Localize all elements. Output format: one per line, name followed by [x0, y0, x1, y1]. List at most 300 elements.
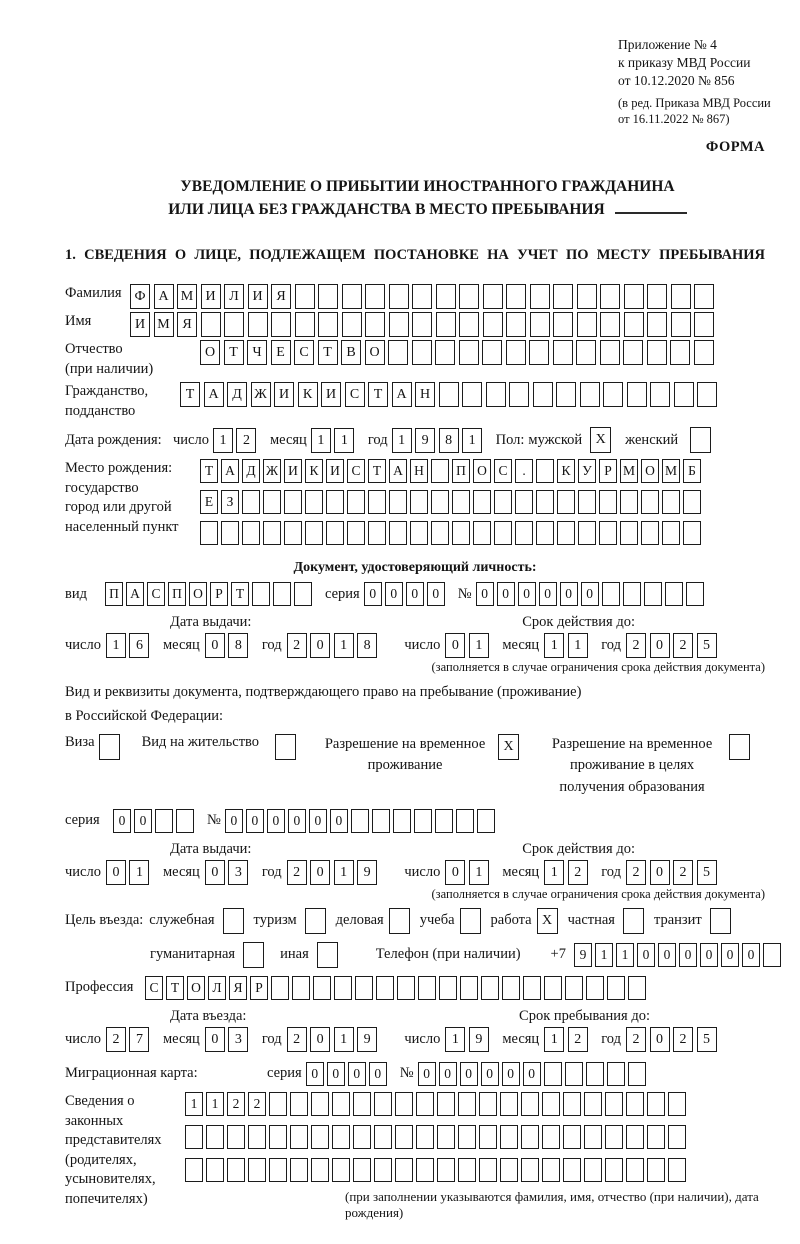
purpose-tranzit-label: транзит: [653, 912, 702, 929]
char-box: И: [248, 284, 268, 309]
char-box: [683, 521, 701, 545]
identity-issue-day[interactable]: [106, 633, 153, 658]
char-box: [626, 1092, 644, 1116]
char-box: 0: [460, 1062, 478, 1086]
char-box: [242, 490, 260, 514]
entry-month[interactable]: [205, 1027, 252, 1052]
char-box: [502, 976, 520, 1000]
char-box: [603, 382, 623, 407]
char-box: 0: [560, 582, 578, 606]
char-box: 9: [357, 860, 377, 885]
given-name-boxes[interactable]: [130, 312, 718, 337]
representatives-note: (при заполнении указываются фамилия, имя, отчество (при наличии), дата рождения): [345, 1188, 759, 1220]
year-label: год: [601, 863, 621, 880]
char-box: 0: [427, 582, 445, 606]
char-box: 0: [310, 1027, 330, 1052]
char-box: 2: [287, 860, 307, 885]
residence-expiry-month[interactable]: [544, 860, 591, 885]
surname-boxes[interactable]: [130, 284, 718, 309]
char-box: [483, 312, 503, 337]
form-title-line1: УВЕДОМЛЕНИЕ О ПРИБЫТИИ ИНОСТРАННОГО ГРАЖДАНИНА: [180, 178, 675, 196]
residence-number-boxes[interactable]: [225, 809, 498, 833]
char-box: 3: [228, 860, 248, 885]
char-box: 0: [327, 1062, 345, 1086]
char-box: 2: [106, 1027, 126, 1052]
char-box: [412, 284, 432, 309]
year-label: год: [261, 637, 282, 654]
birth-date-label: Дата рождения:: [65, 431, 162, 448]
char-box: [694, 284, 714, 309]
char-box: [644, 582, 662, 606]
char-box: [389, 312, 409, 337]
purpose-chastnaya: [568, 908, 644, 934]
char-box: С: [294, 340, 314, 365]
char-box: [332, 1092, 350, 1116]
char-box: [206, 1125, 224, 1149]
char-box: 0: [481, 1062, 499, 1086]
representatives-row: [65, 1092, 790, 1221]
residence-doc-line2: в Российской Федерации:: [65, 707, 224, 724]
purpose-delovaya-checkbox[interactable]: [389, 908, 410, 934]
birth-place-boxes-row2[interactable]: [200, 490, 704, 514]
option-residence-permit-checkbox[interactable]: [275, 734, 296, 760]
char-box: [355, 976, 373, 1000]
char-box: 0: [205, 1027, 225, 1052]
sex-male-checkbox[interactable]: X: [590, 427, 611, 453]
char-box: [607, 1062, 625, 1086]
header-note-line: от 16.11.2022 № 867): [618, 111, 730, 126]
option-visa-label: Виза: [65, 733, 95, 750]
identity-expiry-month[interactable]: [544, 633, 591, 658]
char-box: 1: [544, 633, 564, 658]
char-box: [397, 976, 415, 1000]
char-box: [410, 521, 428, 545]
char-box: 5: [697, 1027, 717, 1052]
char-box: [393, 809, 411, 833]
char-box: [294, 582, 312, 606]
char-box: 0: [205, 860, 225, 885]
char-box: 0: [650, 1027, 670, 1052]
char-box: [553, 312, 573, 337]
purpose-sluzhebnaya-checkbox[interactable]: [223, 908, 244, 934]
char-box: [628, 1062, 646, 1086]
purpose-ucheba: [420, 908, 481, 934]
purpose-delovaya: [336, 908, 410, 934]
char-box: [185, 1158, 203, 1182]
identity-issue-year[interactable]: [287, 633, 381, 658]
char-box: У: [578, 459, 596, 483]
char-box: [353, 1125, 371, 1149]
char-box: [533, 382, 553, 407]
char-box: [372, 809, 390, 833]
title-blank-underline: [615, 199, 687, 214]
char-box: [295, 312, 315, 337]
purpose-rabota-checkbox[interactable]: X: [537, 908, 558, 934]
option-temp-residence: [320, 734, 519, 778]
char-box: [388, 340, 408, 365]
char-box: О: [365, 340, 385, 365]
char-box: [374, 1125, 392, 1149]
char-box: [530, 284, 550, 309]
char-box: [412, 312, 432, 337]
char-box: [578, 521, 596, 545]
char-box: 0: [650, 633, 670, 658]
char-box: 0: [205, 633, 225, 658]
char-box: Н: [415, 382, 435, 407]
residence-issue-group: [65, 860, 391, 885]
char-box: 0: [650, 860, 670, 885]
char-box: [584, 1158, 602, 1182]
char-box: [368, 521, 386, 545]
char-box: 2: [287, 1027, 307, 1052]
birth-place-labels: [65, 459, 200, 537]
birth-year-boxes[interactable]: [392, 428, 486, 453]
char-box: [290, 1092, 308, 1116]
char-box: [668, 1092, 686, 1116]
char-box: 0: [310, 860, 330, 885]
day-label: число: [65, 863, 101, 880]
doc-seriya-boxes[interactable]: [364, 582, 448, 606]
char-box: 0: [225, 809, 243, 833]
stay-until-year[interactable]: [626, 1027, 720, 1052]
char-box: [473, 490, 491, 514]
char-box: [334, 976, 352, 1000]
char-box: 0: [445, 860, 465, 885]
char-box: [347, 490, 365, 514]
char-box: [224, 312, 244, 337]
birth-place-label: город или другой: [65, 499, 172, 516]
month-label: месяц: [502, 863, 540, 880]
char-box: А: [204, 382, 224, 407]
char-box: [556, 382, 576, 407]
char-box: [506, 284, 526, 309]
char-box: С: [145, 976, 163, 1000]
phone-boxes[interactable]: [574, 943, 784, 967]
char-box: 0: [288, 809, 306, 833]
surname-label: Фамилия: [65, 285, 122, 302]
char-box: [242, 521, 260, 545]
char-box: [599, 521, 617, 545]
char-box: [365, 284, 385, 309]
char-box: [206, 1158, 224, 1182]
representatives-boxes-row2[interactable]: [185, 1125, 790, 1149]
char-box: 0: [310, 633, 330, 658]
char-box: [671, 284, 691, 309]
char-box: [326, 490, 344, 514]
year-label: год: [601, 1030, 621, 1047]
char-box: [479, 1158, 497, 1182]
char-box: 0: [518, 582, 536, 606]
char-box: Я: [229, 976, 247, 1000]
char-box: [176, 809, 194, 833]
birth-place-boxes-row1[interactable]: [200, 459, 704, 483]
char-box: 5: [697, 860, 717, 885]
char-box: Р: [599, 459, 617, 483]
doc-kind-label: вид: [65, 585, 87, 602]
char-box: [584, 1125, 602, 1149]
residence-seriya-boxes[interactable]: [113, 809, 197, 833]
char-box: 2: [287, 633, 307, 658]
char-box: Р: [250, 976, 268, 1000]
migration-number-label: №: [399, 1065, 414, 1082]
char-box: [668, 1158, 686, 1182]
char-box: А: [221, 459, 239, 483]
day-label: число: [173, 431, 209, 448]
char-box: [458, 1092, 476, 1116]
purpose-turizm-checkbox[interactable]: [305, 908, 326, 934]
char-box: [200, 521, 218, 545]
char-box: [376, 976, 394, 1000]
char-box: [523, 976, 541, 1000]
char-box: О: [187, 976, 205, 1000]
char-box: [607, 976, 625, 1000]
profession-label: Профессия: [65, 979, 134, 996]
char-box: [557, 521, 575, 545]
char-box: .: [515, 459, 533, 483]
entry-day[interactable]: [106, 1027, 153, 1052]
char-box: 8: [439, 428, 459, 453]
stay-until-day[interactable]: [445, 1027, 492, 1052]
form-title: [65, 176, 790, 221]
year-label: год: [601, 637, 621, 654]
char-box: [544, 976, 562, 1000]
identity-expiry-day[interactable]: [445, 633, 492, 658]
month-label: месяц: [162, 863, 200, 880]
char-box: С: [347, 459, 365, 483]
profession-boxes[interactable]: [145, 976, 649, 1000]
char-box: С: [345, 382, 365, 407]
char-box: Ж: [263, 459, 281, 483]
option-temp-residence-education-label: Разрешение на временное проживание в целях получения образования: [551, 735, 713, 796]
doc-kind-boxes[interactable]: [105, 582, 315, 606]
char-box: [342, 312, 362, 337]
char-box: [647, 1158, 665, 1182]
doc-number-boxes[interactable]: [476, 582, 707, 606]
char-box: 0: [348, 1062, 366, 1086]
entry-year[interactable]: [287, 1027, 381, 1052]
char-box: [577, 312, 597, 337]
char-box: [500, 1125, 518, 1149]
char-box: [542, 1125, 560, 1149]
purpose-label: Цель въезда:: [65, 912, 144, 929]
char-box: 1: [334, 428, 354, 453]
patronymic-label: [65, 340, 200, 379]
char-box: Т: [200, 459, 218, 483]
char-box: [389, 521, 407, 545]
issue-date-heading: Дата выдачи:: [170, 614, 252, 631]
purpose-chastnaya-checkbox[interactable]: [623, 908, 644, 934]
migration-number-boxes[interactable]: [418, 1062, 649, 1086]
expiry-date-heading: Срок действия до:: [522, 614, 635, 631]
char-box: Ч: [247, 340, 267, 365]
char-box: 0: [369, 1062, 387, 1086]
purpose-inaya-label: иная: [280, 946, 309, 963]
char-box: Т: [368, 459, 386, 483]
char-box: [641, 521, 659, 545]
month-label: месяц: [502, 637, 540, 654]
char-box: [155, 809, 173, 833]
char-box: [563, 1158, 581, 1182]
char-box: 2: [236, 428, 256, 453]
day-label: число: [404, 1030, 441, 1047]
patronymic-boxes[interactable]: [200, 340, 717, 365]
char-box: 0: [445, 633, 465, 658]
identity-expiry-year[interactable]: [626, 633, 720, 658]
citizenship-boxes[interactable]: [180, 382, 721, 407]
char-box: [456, 809, 474, 833]
birth-place-row: [65, 459, 790, 552]
char-box: [290, 1158, 308, 1182]
char-box: [332, 1125, 350, 1149]
birth-place-boxes-row3[interactable]: [200, 521, 704, 545]
char-box: [439, 382, 459, 407]
char-box: О: [200, 340, 220, 365]
char-box: 1: [334, 860, 354, 885]
representatives-label: попечителях): [65, 1190, 148, 1207]
char-box: [313, 976, 331, 1000]
residence-expiry-year[interactable]: [626, 860, 720, 885]
char-box: 3: [228, 1027, 248, 1052]
char-box: [674, 382, 694, 407]
representatives-boxes-row1[interactable]: [185, 1092, 790, 1116]
char-box: [460, 976, 478, 1000]
char-box: 0: [364, 582, 382, 606]
birth-place-label: Место рождения:: [65, 460, 173, 477]
representatives-label: законных: [65, 1112, 124, 1129]
purpose-ucheba-checkbox[interactable]: [460, 908, 481, 934]
residence-issue-month[interactable]: [205, 860, 252, 885]
residence-number-label: №: [207, 812, 221, 829]
option-temp-residence-checkbox[interactable]: X: [498, 734, 519, 760]
representatives-label: представителях: [65, 1132, 162, 1149]
char-box: [542, 1158, 560, 1182]
char-box: [452, 490, 470, 514]
char-box: [311, 1092, 329, 1116]
identity-issue-month[interactable]: [205, 633, 252, 658]
char-box: [763, 943, 781, 967]
char-box: И: [321, 382, 341, 407]
char-box: Е: [200, 490, 218, 514]
citizenship-label-line1: Гражданство,: [65, 383, 149, 400]
char-box: И: [274, 382, 294, 407]
char-box: 0: [523, 1062, 541, 1086]
birth-day-boxes[interactable]: [213, 428, 260, 453]
day-label: число: [404, 637, 441, 654]
header-line: Приложение № 4: [618, 37, 717, 52]
purpose-inaya-checkbox[interactable]: [317, 942, 338, 968]
purpose-gumanitarnaya-label: гуманитарная: [150, 946, 236, 963]
identity-doc-heading: Документ, удостоверяющий личность:: [293, 560, 537, 576]
char-box: Е: [271, 340, 291, 365]
char-box: [416, 1125, 434, 1149]
char-box: [586, 1062, 604, 1086]
char-box: 2: [626, 1027, 646, 1052]
char-box: [536, 490, 554, 514]
char-box: 2: [227, 1092, 245, 1116]
month-label: месяц: [162, 637, 200, 654]
char-box: [436, 284, 456, 309]
migration-card-row: [65, 1062, 790, 1086]
char-box: 0: [497, 582, 515, 606]
form-title-line2-text: ИЛИ ЛИЦА БЕЗ ГРАЖДАНСТВА В МЕСТО ПРЕБЫВАНИЯ: [168, 200, 605, 218]
identity-issue-group: [65, 633, 391, 658]
char-box: [389, 490, 407, 514]
char-box: 0: [581, 582, 599, 606]
char-box: [248, 1158, 266, 1182]
residence-dates-headings: [65, 841, 790, 858]
char-box: [563, 1125, 581, 1149]
birth-month-boxes[interactable]: [311, 428, 358, 453]
char-box: 1: [106, 633, 126, 658]
residence-issue-day[interactable]: [106, 860, 153, 885]
option-visa-checkbox[interactable]: [99, 734, 120, 760]
char-box: К: [305, 459, 323, 483]
residence-expiry-day[interactable]: [445, 860, 492, 885]
char-box: [353, 1158, 371, 1182]
char-box: 1: [469, 860, 489, 885]
option-temp-residence-education: [543, 734, 750, 799]
char-box: [671, 312, 691, 337]
char-box: И: [130, 312, 150, 337]
char-box: К: [298, 382, 318, 407]
option-temp-residence-education-checkbox[interactable]: [729, 734, 750, 760]
purpose-gumanitarnaya-checkbox[interactable]: [243, 942, 264, 968]
char-box: [557, 490, 575, 514]
char-box: [623, 582, 641, 606]
sex-female-checkbox[interactable]: [690, 427, 711, 453]
char-box: [395, 1158, 413, 1182]
migration-seriya-boxes[interactable]: [306, 1062, 390, 1086]
char-box: Т: [368, 382, 388, 407]
char-box: [578, 490, 596, 514]
residence-issue-year[interactable]: [287, 860, 381, 885]
char-box: [627, 382, 647, 407]
char-box: 2: [673, 633, 693, 658]
char-box: [605, 1158, 623, 1182]
char-box: [416, 1092, 434, 1116]
representatives-label: Сведения о: [65, 1092, 135, 1109]
profession-row: [65, 976, 790, 1000]
purpose-tranzit-checkbox[interactable]: [710, 908, 731, 934]
residence-expiry-note: (заполняется в случае ограничения срока действия документа): [431, 886, 765, 901]
char-box: [542, 1092, 560, 1116]
char-box: [647, 312, 667, 337]
char-box: [227, 1125, 245, 1149]
char-box: [586, 976, 604, 1000]
char-box: Л: [208, 976, 226, 1000]
char-box: [273, 582, 291, 606]
char-box: [576, 340, 596, 365]
char-box: [662, 521, 680, 545]
given-name-row: [65, 312, 790, 337]
purpose-chastnaya-label: частная: [567, 912, 615, 929]
char-box: 0: [439, 1062, 457, 1086]
char-box: [227, 1158, 245, 1182]
char-box: П: [105, 582, 123, 606]
char-box: [311, 1125, 329, 1149]
char-box: [647, 1092, 665, 1116]
header-line: от 10.12.2020 № 856: [618, 73, 735, 89]
char-box: [577, 284, 597, 309]
stay-until-month[interactable]: [544, 1027, 591, 1052]
purpose-rabota: [491, 908, 558, 934]
char-box: Р: [210, 582, 228, 606]
char-box: [647, 284, 667, 309]
char-box: 1: [213, 428, 233, 453]
doc-kind-row: [65, 582, 790, 606]
representatives-boxes-row3[interactable]: [185, 1158, 790, 1182]
char-box: Т: [318, 340, 338, 365]
